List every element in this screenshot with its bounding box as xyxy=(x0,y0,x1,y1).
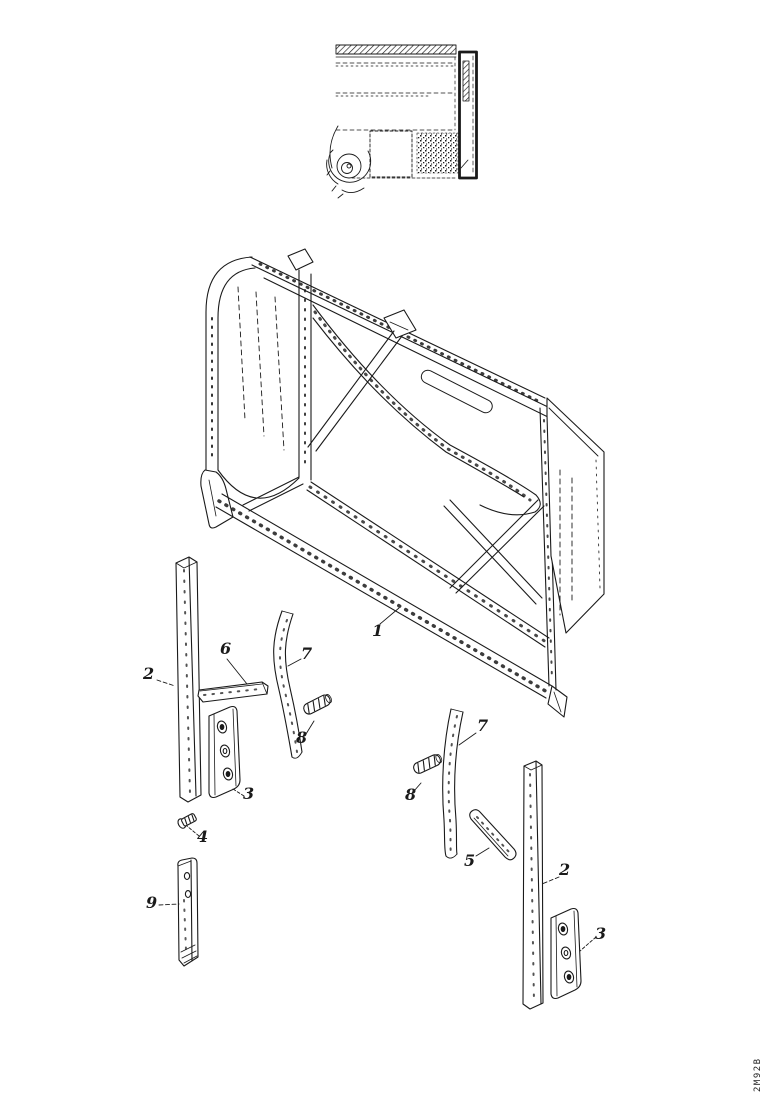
inset-wheel xyxy=(327,126,371,198)
part-right-clip xyxy=(412,753,443,775)
callout-cross-bar: 6 xyxy=(220,639,232,658)
inset-door-outline xyxy=(370,131,412,177)
inset-highlight-bar xyxy=(460,52,477,178)
callout-left-plate: 3 xyxy=(243,784,255,803)
part-cross-bar xyxy=(198,682,268,702)
callout-left-clip: 8 xyxy=(296,728,308,747)
drawing-code: 2M92B xyxy=(753,1057,763,1092)
callout-right-long-bar: 2 xyxy=(559,860,571,879)
part-bolt xyxy=(176,812,197,830)
main-frame xyxy=(201,249,604,717)
frame-x-braces xyxy=(444,500,544,604)
callout-right-plate: 3 xyxy=(595,924,607,943)
part-right-plate xyxy=(551,909,581,999)
frame-right-panel xyxy=(547,398,604,633)
callout-left-long-bar: 2 xyxy=(143,664,155,683)
callout-diagonal-bar: 5 xyxy=(464,851,476,870)
part-right-long-bar xyxy=(523,761,543,1009)
callout-bolt: 4 xyxy=(197,827,209,846)
callout-short-bar: 9 xyxy=(146,893,158,912)
frame-mid-rail xyxy=(243,477,549,647)
callout-frame: 1 xyxy=(372,621,384,640)
callout-right-clip: 8 xyxy=(405,785,417,804)
frame-top-rail xyxy=(250,249,550,418)
inset-locator-drawing xyxy=(327,45,477,198)
part-left-clip xyxy=(302,693,333,716)
inset-roof-band xyxy=(336,45,456,54)
callout-left-curved-brace: 7 xyxy=(301,644,313,663)
frame-brace xyxy=(308,331,402,451)
frame-left-arch xyxy=(201,257,299,528)
part-left-long-bar xyxy=(176,557,201,802)
part-right-curved-brace xyxy=(443,709,463,858)
frame-center-post xyxy=(299,270,311,480)
frame-sill xyxy=(216,494,567,717)
part-short-bar xyxy=(178,858,198,966)
part-diagonal-bar xyxy=(470,810,516,860)
callout-right-curved-brace: 7 xyxy=(477,716,489,735)
inset-grille xyxy=(417,133,458,173)
part-left-plate xyxy=(209,707,240,798)
